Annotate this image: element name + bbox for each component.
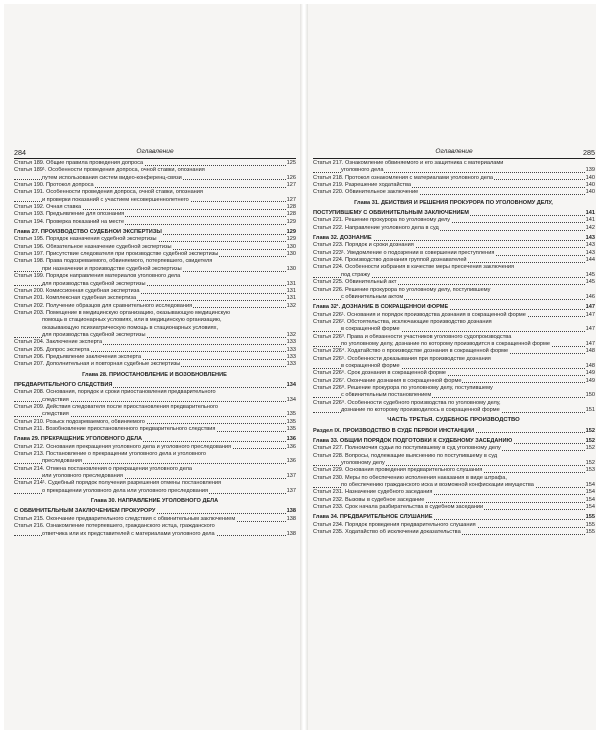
toc-entry	[313, 326, 595, 333]
toc-entry-title: Статья 227. Полномочия судьи по поступившему в суд уголовному делу	[313, 445, 501, 452]
toc-entry-page: 132	[286, 302, 296, 309]
toc-entry-title: Статья 229. Основания проведения предварительного слушания	[313, 467, 483, 474]
toc-entry	[14, 426, 296, 433]
toc-entry-title: Статья 226³. Права и обязанности участников уголовного судопроизводства	[313, 333, 512, 340]
toc-entry-title: Статья 196. Обязательное назначение судебной экспертизы	[14, 243, 172, 250]
toc-entry-page: 140	[585, 189, 595, 196]
toc-entry-title: Статья 235. Ходатайство об исключении доказательства	[313, 529, 461, 536]
toc-entry-title: Статья 226⁴. Ходатайство о производстве дознания в сокращенной форме	[313, 348, 509, 355]
toc-entry-page: 143	[585, 242, 595, 249]
toc-entry-page: 126	[286, 174, 296, 181]
part-heading	[313, 417, 595, 424]
toc-entry-page: 148	[585, 348, 595, 355]
toc-chapter-entry	[14, 508, 296, 515]
toc-entry-title: в сокращенной форме	[341, 326, 400, 333]
toc-entry-page: 128	[286, 204, 296, 211]
toc-entry-title: уголовному делу	[341, 460, 385, 467]
toc-right-page	[313, 160, 595, 537]
toc-entry-title: Статья 226². Обстоятельства, исключающие производство дознания	[313, 318, 492, 325]
toc-entry-title: Глава 32¹. ДОЗНАНИЕ В СОКРАЩЕННОЙ ФОРМЕ	[313, 304, 449, 311]
toc-entry-title: Статья 194. Проверка показаний на месте	[14, 218, 125, 225]
toc-entry-page: 140	[585, 174, 595, 181]
toc-entry	[14, 516, 296, 523]
toc-entry	[313, 242, 595, 249]
toc-entry	[14, 288, 296, 295]
toc-entry-title: с обвинительным постановлением	[341, 392, 432, 399]
toc-entry	[313, 341, 595, 348]
toc-entry	[313, 225, 595, 232]
toc-entry-title: ЧАСТЬ ТРЕТЬЯ. СУДЕБНОЕ ПРОИЗВОДСТВО	[387, 417, 520, 424]
toc-chapter-entry	[14, 436, 296, 443]
toc-entry	[313, 257, 595, 264]
toc-entry	[14, 175, 296, 182]
toc-entry-title: Статья 203. Помещение в медицинскую организацию, оказывающую медицинскую	[14, 309, 231, 316]
toc-entry-page: 135	[286, 418, 296, 425]
toc-entry-page: 147	[585, 340, 595, 347]
toc-entry	[14, 458, 296, 465]
toc-entry-page: 152	[585, 445, 595, 452]
toc-entry-page: 147	[585, 304, 595, 311]
toc-entry-title: Статья 189. Общие правила проведения допроса	[14, 160, 144, 166]
toc-entry	[14, 411, 296, 418]
toc-entry-page: 154	[585, 489, 595, 496]
toc-entry	[14, 523, 296, 530]
toc-entry	[313, 217, 595, 224]
toc-entry	[313, 475, 595, 482]
toc-entry	[313, 279, 595, 286]
toc-entry-page: 147	[585, 326, 595, 333]
toc-entry	[313, 392, 595, 399]
toc-entry-title: в сокращенной форме	[341, 362, 400, 369]
toc-entry	[14, 295, 296, 302]
toc-entry-title: С ОБВИНИТЕЛЬНЫМ ЗАКЛЮЧЕНИЕМ ПРОКУРОРУ	[14, 508, 156, 515]
toc-entry-title: Статья 220. Обвинительное заключение	[313, 189, 419, 196]
toc-entry-title: следствия	[42, 411, 69, 418]
toc-entry	[14, 219, 296, 226]
toc-entry-title: ПРЕДВАРИТЕЛЬНОГО СЛЕДСТВИЯ	[14, 381, 113, 388]
toc-entry-title: Статья 223¹. Уведомление о подозрении в совершении преступления	[313, 249, 495, 256]
toc-entry-title: Статья 208. Основания, порядок и сроки приостановления предварительного	[14, 389, 216, 396]
toc-entry-title: Статья 226⁹. Особенности судебного производства по уголовному делу,	[313, 399, 501, 406]
toc-entry	[313, 319, 595, 326]
toc-entry-title: Статья 202. Получение образцов для сравнительного исследования	[14, 302, 193, 309]
toc-entry-title: ответчика или их представителей с материалами уголовного дела	[42, 530, 215, 537]
toc-entry	[14, 266, 296, 273]
toc-entry-page: 142	[585, 224, 595, 231]
toc-entry	[313, 363, 595, 370]
toc-entry-page: 155	[585, 521, 595, 528]
toc-entry-title: ПОСТУПИВШЕМУ С ОБВИНИТЕЛЬНЫМ ЗАКЛЮЧЕНИЕМ	[313, 210, 469, 217]
toc-entry-title: Статья 230. Меры по обеспечению исполнения наказания в виде штрафа,	[313, 474, 507, 481]
toc-entry	[14, 332, 296, 339]
toc-entry-page: 145	[585, 279, 595, 286]
toc-entry	[14, 258, 296, 265]
toc-entry	[14, 303, 296, 310]
toc-entry-title: путем использования систем видео-конференц-связи	[42, 174, 182, 181]
toc-entry-page: 140	[585, 182, 595, 189]
toc-entry-page: 136	[286, 436, 296, 443]
toc-left-page	[14, 160, 296, 538]
toc-entry	[14, 451, 296, 458]
toc-entry-page: 130	[286, 251, 296, 258]
toc-entry-title: и проверки показаний с участием несовершеннолетнего	[42, 196, 189, 203]
toc-entry	[14, 182, 296, 189]
toc-entry-page: 128	[286, 211, 296, 218]
toc-entry	[313, 250, 595, 257]
toc-entry-page: 154	[585, 482, 595, 489]
toc-entry-title: Статья 226¹. Основания и порядок производства дознания в сокращенной форме	[313, 311, 526, 318]
toc-entry-page: 138	[286, 515, 296, 522]
toc-entry-title: Статья 205. Допрос эксперта	[14, 346, 90, 353]
toc-entry-page: 133	[286, 361, 296, 368]
toc-entry-title: уголовного дела	[341, 167, 384, 174]
toc-entry	[14, 204, 296, 211]
toc-entry	[14, 361, 296, 368]
toc-entry-title: Статья 207. Дополнительная и повторная судебные экспертизы	[14, 361, 181, 368]
book-gutter	[300, 4, 308, 730]
toc-entry-page: 132	[286, 331, 296, 338]
toc-entry-page: 148	[585, 362, 595, 369]
toc-entry-title: Статья 217. Ознакомление обвиняемого и его защитника с материалами	[313, 160, 504, 166]
running-head-left	[14, 146, 296, 159]
toc-entry-page: 138	[286, 508, 296, 515]
page-number: 285	[583, 148, 595, 157]
toc-entry-page: 133	[286, 346, 296, 353]
toc-chapter-entry	[313, 235, 595, 242]
toc-entry	[313, 529, 595, 536]
toc-entry-title: Статья 228. Вопросы, подлежащие выяснению по поступившему в суд	[313, 452, 498, 459]
toc-entry-title: преследования	[42, 458, 82, 465]
toc-entry-title: Статья 224. Производство дознания группой дознавателей	[313, 257, 467, 264]
toc-entry	[14, 466, 296, 473]
toc-entry-title: для производства судебной экспертизы	[42, 331, 146, 338]
toc-entry-title: Статья 216. Ознакомление потерпевшего, гражданского истца, гражданского	[14, 523, 215, 530]
toc-entry-title: помощь в стационарных условиях, или в медицинскую организацию,	[42, 317, 222, 324]
toc-entry-title: Статья 233. Срок начала разбирательства в судебном заседании	[313, 504, 484, 511]
toc-entry	[14, 473, 296, 480]
toc-entry-page: 134	[286, 396, 296, 403]
toc-entry	[14, 325, 296, 332]
toc-entry-title: Статья 198. Права подозреваемого, обвиняемого, потерпевшего, свидетеля	[14, 258, 213, 265]
toc-entry-title: Статья 214. Отмена постановления о прекращении уголовного дела	[14, 465, 192, 472]
toc-entry	[313, 175, 595, 182]
toc-entry	[14, 167, 296, 174]
toc-entry	[14, 251, 296, 258]
toc-entry-page: 144	[585, 257, 595, 264]
toc-entry-title: Статья 201. Комплексная судебная экспертиза	[14, 295, 137, 302]
toc-chapter-entry	[313, 210, 595, 217]
toc-entry-title: Глава 29. ПРЕКРАЩЕНИЕ УГОЛОВНОГО ДЕЛА	[14, 436, 143, 443]
toc-entry-title: Статья 197. Присутствие следователя при производстве судебной экспертизы	[14, 251, 219, 258]
toc-entry-title: Статья 204. Заключение эксперта	[14, 339, 103, 346]
toc-entry	[14, 339, 296, 346]
toc-entry-title: Статья 214¹. Судебный порядок получения разрешения отмены постановления	[14, 480, 222, 487]
toc-entry	[313, 467, 595, 474]
toc-entry-page: 149	[585, 370, 595, 377]
toc-entry-title: или уголовного преследования	[42, 473, 123, 480]
toc-entry-title: с обвинительным актом	[341, 293, 404, 300]
toc-entry	[14, 480, 296, 487]
toc-entry-title: оказывающую психиатрическую помощь в стационарных условиях,	[42, 324, 219, 331]
toc-entry-page: 137	[286, 473, 296, 480]
toc-entry-page: 136	[286, 443, 296, 450]
toc-entry-page: 146	[585, 293, 595, 300]
toc-entry-page: 141	[585, 217, 595, 224]
toc-entry	[14, 211, 296, 218]
toc-entry-page: 147	[585, 311, 595, 318]
toc-chapter-entry	[313, 304, 595, 311]
toc-entry-page: 127	[286, 196, 296, 203]
toc-entry-title: Статья 213. Постановление о прекращении уголовного дела и уголовного	[14, 451, 207, 458]
toc-chapter-entry	[14, 382, 296, 389]
toc-entry-title: для производства судебной экспертизы	[42, 280, 146, 287]
toc-entry-title: Глава 31. ДЕЙСТВИЯ И РЕШЕНИЯ ПРОКУРОРА ПО УГОЛОВНОМУ ДЕЛУ,	[354, 199, 553, 206]
toc-entry-page: 154	[585, 496, 595, 503]
toc-chapter-entry	[313, 428, 595, 435]
toc-entry-page: 133	[286, 353, 296, 360]
toc-entry-page: 149	[585, 377, 595, 384]
toc-entry-title: Глава 33. ОБЩИЙ ПОРЯДОК ПОДГОТОВКИ К СУДЕБНОМУ ЗАСЕДАНИЮ	[313, 438, 513, 445]
toc-chapter-entry	[313, 438, 595, 445]
toc-chapter-entry	[313, 514, 595, 521]
running-head-title: Оглавление	[435, 148, 473, 155]
toc-entry-title: Статья 191. Особенности проведения допроса, очной ставки, опознания	[14, 189, 203, 196]
toc-entry-page: 125	[286, 160, 296, 166]
toc-entry-title: Статья 226⁸. Решение прокурора по уголовному делу, поступившему	[313, 384, 493, 391]
toc-entry-title: Глава 27. ПРОИЗВОДСТВО СУДЕБНОЙ ЭКСПЕРТИЗЫ	[14, 229, 162, 236]
toc-entry-page: 131	[286, 295, 296, 302]
toc-entry-page: 131	[286, 280, 296, 287]
toc-entry-page: 150	[585, 392, 595, 399]
toc-entry-page: 152	[585, 427, 595, 434]
toc-entry	[313, 453, 595, 460]
toc-entry	[313, 370, 595, 377]
toc-entry	[14, 404, 296, 411]
toc-entry	[313, 489, 595, 496]
toc-entry	[14, 531, 296, 538]
toc-entry-page: 133	[286, 339, 296, 346]
toc-entry	[14, 281, 296, 288]
toc-entry	[313, 182, 595, 189]
toc-entry	[14, 197, 296, 204]
toc-entry	[313, 522, 595, 529]
toc-entry-title: Раздел IX. ПРОИЗВОДСТВО В СУДЕ ПЕРВОЙ ИНСТАНЦИИ	[313, 427, 475, 434]
toc-entry-title: Статья 224. Особенности избрания в качестве меры пресечения заключения	[313, 264, 515, 271]
toc-entry-title: Глава 28. ПРИОСТАНОВЛЕНИЕ И ВОЗОБНОВЛЕНИЕ	[82, 371, 227, 378]
toc-entry-page: 143	[585, 235, 595, 242]
toc-entry-title: при назначении и производстве судебной экспертизы	[42, 265, 182, 272]
toc-chapter-entry	[14, 229, 296, 236]
toc-entry-title: по уголовному делу, дознание по которому производится в сокращенной форме	[341, 340, 550, 347]
toc-entry	[313, 445, 595, 452]
toc-chapter-entry	[14, 498, 296, 505]
running-head-title: Оглавление	[136, 148, 174, 155]
toc-entry	[313, 400, 595, 407]
toc-entry-page: 135	[286, 426, 296, 433]
toc-entry-title: дознание по которому производилось в сокращенной форме	[341, 407, 500, 413]
toc-entry	[313, 504, 595, 511]
toc-entry-title: Статья 219. Разрешение ходатайства	[313, 182, 411, 189]
toc-entry-page: 136	[286, 458, 296, 465]
toc-entry-title: Глава 34. ПРЕДВАРИТЕЛЬНОЕ СЛУШАНИЕ	[313, 514, 433, 521]
toc-entry-title: Статья 210. Розыск подозреваемого, обвиняемого	[14, 418, 145, 425]
toc-entry	[313, 348, 595, 355]
toc-entry-page: 137	[286, 487, 296, 494]
toc-entry	[313, 334, 595, 341]
toc-entry-title: Статья 215. Окончание предварительного следствия с обвинительным заключением	[14, 515, 236, 522]
toc-entry-page: 152	[585, 438, 595, 445]
toc-entry	[313, 189, 595, 196]
toc-entry	[14, 488, 296, 495]
toc-entry-title: Глава 30. НАПРАВЛЕНИЕ УГОЛОВНОГО ДЕЛА	[90, 498, 219, 505]
toc-entry-page: 154	[585, 504, 595, 511]
toc-entry	[313, 167, 595, 174]
toc-entry-page: 135	[286, 411, 296, 418]
toc-entry-page: 129	[286, 236, 296, 243]
toc-entry-title: Статья 218. Протокол ознакомления с материалами уголовного дела	[313, 174, 494, 181]
toc-entry-title: под стражу	[341, 271, 371, 278]
toc-entry	[14, 317, 296, 324]
toc-entry-title: Статья 226⁵. Особенности доказывания при производстве дознания	[313, 355, 491, 362]
toc-entry-title: Статья 193. Предъявление для опознания	[14, 211, 125, 218]
toc-entry-page: 143	[585, 249, 595, 256]
toc-entry-title: Статья 189¹. Особенности проведения допроса, очной ставки, опознания	[14, 167, 205, 174]
toc-entry	[14, 273, 296, 280]
toc-entry-page: 129	[286, 229, 296, 236]
toc-entry	[313, 160, 595, 167]
toc-entry-page: 152	[585, 460, 595, 467]
toc-entry-title: Статья 206. Предъявление заключения эксперта	[14, 353, 142, 360]
toc-entry-page: 151	[585, 407, 595, 413]
toc-entry-title: о прекращении уголовного дела или уголовного преследования	[42, 487, 209, 494]
toc-entry	[14, 389, 296, 396]
toc-entry-title: Статья 211. Возобновление приостановленного предварительного следствия	[14, 426, 216, 433]
toc-entry-title: Статья 195. Порядок назначения судебной экспертизы	[14, 236, 157, 243]
toc-entry	[14, 354, 296, 361]
toc-entry	[14, 444, 296, 451]
toc-entry	[313, 294, 595, 301]
toc-entry-page: 139	[585, 167, 595, 174]
toc-entry-title: по обеспечению гражданского иска и возможной конфискации имущества	[341, 482, 534, 489]
toc-entry-title: Статья 226. Решение прокурора по уголовному делу, поступившему	[313, 286, 491, 293]
toc-chapter-entry	[313, 200, 595, 207]
toc-entry-title: Статья 222. Направление уголовного дела в суд	[313, 224, 439, 231]
toc-entry	[313, 287, 595, 294]
toc-entry	[313, 407, 595, 414]
toc-entry-page: 145	[585, 271, 595, 278]
toc-entry-title: Статья 199. Порядок направления материалов уголовного дела	[14, 273, 181, 280]
toc-entry-title: Статья 225. Обвинительный акт	[313, 279, 397, 286]
toc-entry-title: Статья 226⁶. Срок дознания в сокращенной форме	[313, 370, 447, 377]
toc-entry-page: 130	[286, 243, 296, 250]
toc-entry-title: Статья 209. Действия следователя после приостановления предварительного	[14, 404, 219, 410]
toc-entry	[14, 189, 296, 196]
toc-entry	[313, 385, 595, 392]
toc-chapter-entry	[14, 372, 296, 379]
toc-entry-page: 129	[286, 218, 296, 225]
toc-entry	[14, 160, 296, 167]
toc-entry	[14, 419, 296, 426]
toc-entry	[313, 356, 595, 363]
running-head-right	[313, 146, 595, 159]
toc-entry-title: Статья 190. Протокол допроса	[14, 182, 94, 189]
toc-entry-page: 127	[286, 182, 296, 189]
toc-entry	[313, 460, 595, 467]
toc-entry-title: Глава 32. ДОЗНАНИЕ	[313, 235, 372, 242]
toc-entry	[14, 236, 296, 243]
toc-entry-title: Статья 192. Очная ставка	[14, 204, 82, 211]
toc-entry-page: 131	[286, 287, 296, 294]
toc-entry	[14, 310, 296, 317]
toc-entry	[14, 397, 296, 404]
toc-entry-title: Статья 234. Порядок проведения предварительного слушания	[313, 521, 476, 528]
toc-entry-page: 155	[585, 514, 595, 521]
toc-entry-title: Статья 223. Порядок и сроки дознания	[313, 242, 414, 249]
toc-entry	[313, 312, 595, 319]
toc-entry-title: Статья 221. Решение прокурора по уголовному делу	[313, 217, 451, 224]
toc-entry-page: 155	[585, 529, 595, 536]
toc-entry-title: следствия	[42, 396, 69, 403]
toc-entry	[313, 482, 595, 489]
toc-entry-title: Статья 226⁷. Окончание дознания в сокращенной форме	[313, 377, 462, 384]
toc-entry-page: 130	[286, 265, 296, 272]
toc-entry	[313, 378, 595, 385]
toc-entry	[14, 347, 296, 354]
toc-entry-page: 138	[286, 530, 296, 537]
toc-entry-page: 141	[585, 210, 595, 217]
toc-entry	[313, 272, 595, 279]
page-number: 284	[14, 148, 26, 157]
toc-entry-title: Статья 212. Основания прекращения уголовного дела и уголовного преследования	[14, 443, 232, 450]
toc-entry-title: Статья 231. Назначение судебного заседания	[313, 489, 433, 496]
toc-entry-title: Статья 232. Вызовы в судебное заседание	[313, 496, 425, 503]
toc-entry-page: 134	[286, 381, 296, 388]
toc-entry	[313, 264, 595, 271]
toc-entry-title: Статья 200. Комиссионная судебная экспертиза	[14, 287, 140, 294]
toc-entry	[14, 244, 296, 251]
toc-entry	[313, 497, 595, 504]
toc-entry-page: 153	[585, 467, 595, 474]
